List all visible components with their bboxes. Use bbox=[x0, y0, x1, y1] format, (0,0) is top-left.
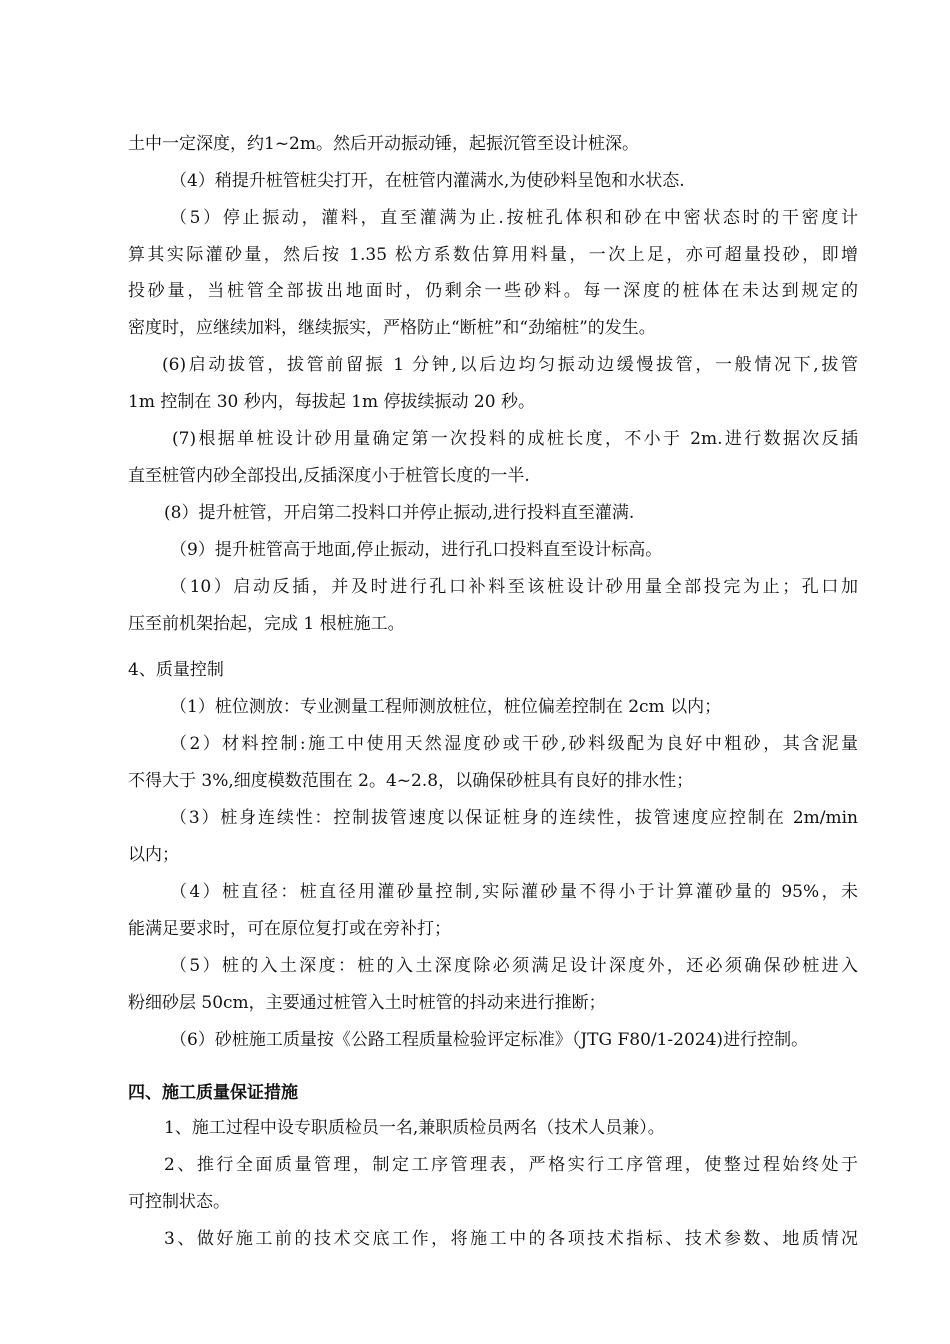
text-line: 不得大于 3%,细度模数范围在 2。4~2.8，以确保砂桩具有良好的排水性； bbox=[128, 771, 694, 791]
text-line: 密度时，应继续加料，继续振实，严格防止“断桩”和“劲缩桩”的发生。 bbox=[128, 318, 656, 338]
text-line: 直至桩管内砂全部投出,反插深度小于桩管长度的一半. bbox=[128, 466, 530, 486]
text-line: 可控制状态。 bbox=[128, 1192, 230, 1212]
text-line: 3、做好施工前的技术交底工作，将施工中的各项技术指标、技术参数、地质情况 bbox=[164, 1229, 858, 1249]
text-line: （4）桩直径：桩直径用灌砂量控制,实际灌砂量不得小于计算灌砂量的 95%，未 bbox=[170, 882, 858, 902]
text-line: 1m 控制在 30 秒内，每拔起 1m 停拔续振动 20 秒。 bbox=[128, 392, 535, 412]
text-line: 粉细砂层 50cm，主要通过桩管入土时桩管的抖动来进行推断； bbox=[128, 993, 606, 1013]
text-line: (7)根据单桩设计砂用量确定第一次投料的成桩长度，不小于 2m.进行数据次反插 bbox=[172, 429, 858, 449]
text-line: 算其实际灌砂量，然后按 1.35 松方系数估算用料量，一次上足，亦可超量投砂，即增 bbox=[128, 245, 858, 265]
text-line: 2、推行全面质量管理，制定工序管理表，严格实行工序管理，使整过程始终处于 bbox=[164, 1155, 858, 1175]
text-line: 1、施工过程中设专职质检员一名,兼职质检员两名（技术人员兼）。 bbox=[164, 1118, 665, 1138]
text-line: (8）提升桩管，开启第二投料口并停止振动,进行投料直至灌满. bbox=[164, 503, 635, 523]
text-line: （5）停止振动，灌料，直至灌满为止.按桩孔体积和砂在中密状态时的干密度计 bbox=[170, 208, 858, 228]
text-line: 投砂量，当桩管全部拔出地面时，仍剩余一些砂料。每一深度的桩体在未达到规定的 bbox=[128, 281, 858, 301]
section-subheading: 4、质量控制 bbox=[128, 660, 224, 680]
text-line: （6）砂桩施工质量按《公路工程质量检验评定标准》（JTG F80/1-2024)进行控制。 bbox=[170, 1030, 809, 1050]
text-line: 压至前机架抬起，完成 1 根桩施工。 bbox=[128, 614, 405, 634]
text-line: （9）提升桩管高于地面,停止振动，进行孔口投料直至设计标高。 bbox=[170, 540, 663, 560]
text-line: 能满足要求时，可在原位复打或在旁补打； bbox=[128, 919, 451, 939]
text-line: （2）材料控制:施工中使用天然湿度砂或干砂,砂料级配为良好中粗砂，其含泥量 bbox=[170, 734, 858, 754]
text-line: （4）稍提升桩管桩尖打开，在桩管内灌满水,为使砂料呈饱和水状态. bbox=[170, 171, 685, 191]
text-line: 以内； bbox=[128, 845, 179, 865]
text-line: （1）桩位测放：专业测量工程师测放桩位，桩位偏差控制在 2cm 以内； bbox=[170, 697, 722, 717]
text-line: （3）桩身连续性：控制拔管速度以保证桩身的连续性，拔管速度应控制在 2m/min bbox=[170, 808, 858, 828]
text-line: 土中一定深度，约1~2m。然后开动振动锤，起振沉管至设计桩深。 bbox=[128, 134, 639, 154]
text-line: (6)启动拔管，拔管前留振 1 分钟,以后边均匀振动边缓慢拔管，一般情况下,拔管 bbox=[162, 355, 858, 375]
section-heading: 四、施工质量保证措施 bbox=[128, 1083, 298, 1103]
text-line: （5）桩的入土深度：桩的入土深度除必须满足设计深度外，还必须确保砂桩进入 bbox=[170, 956, 858, 976]
text-line: （10）启动反插，并及时进行孔口补料至该桩设计砂用量全部投完为止；孔口加 bbox=[170, 577, 858, 597]
